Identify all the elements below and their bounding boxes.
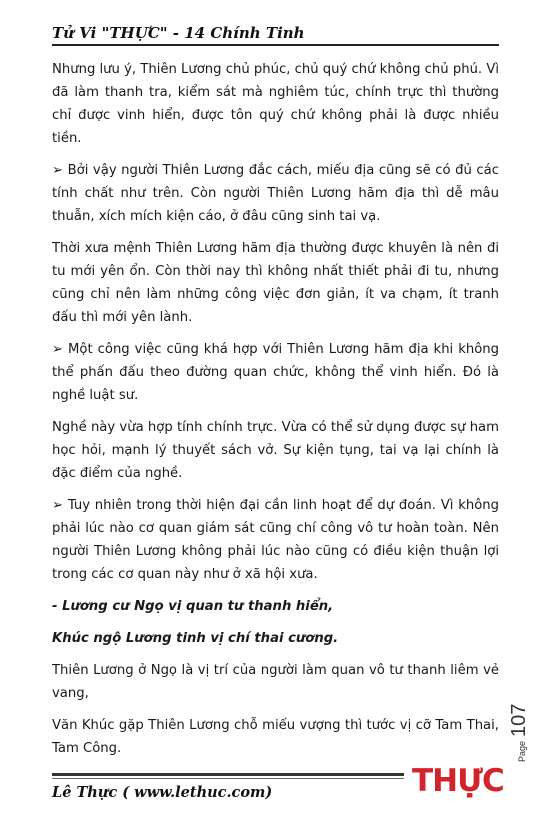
page-number xyxy=(508,692,538,762)
paragraph-5: Nghề này vừa hợp tính chính trực. Vừa có thể sử dụng được sự ham học hỏi, mạnh lý thuyết sách vở. Sự kiện tụng, tai vạ lại chính là đặc điểm của nghề. xyxy=(52,420,499,481)
paragraph-9: Thiên Lương ở Ngọ là vị trí của người làm quan vô tư thanh liêm vẻ vang, xyxy=(52,663,499,701)
logo-text-part1: TH xyxy=(412,763,458,799)
verse-line-1: - Lương cư Ngọ vị quan tư thanh hiển, xyxy=(52,599,334,614)
page-number-value: 107 xyxy=(508,703,530,737)
page-content xyxy=(52,58,499,769)
brand-logo xyxy=(412,764,504,798)
paragraph-3: Thời xưa mệnh Thiên Lương hãm địa thường được khuyên là nên đi tu mới yên ổn. Còn thời nay thì không nhất thiết phải đi tu, nhưng cũng chỉ nên làm những công việc đơn giản, ít va chạm, ít tranh đấu thì mới yên lành. xyxy=(52,241,499,325)
header-divider xyxy=(52,44,499,46)
running-header: Tử Vi "THỰC" - 14 Chính Tinh xyxy=(52,24,305,42)
paragraph-4: ➢ Một công việc cũng khá hợp với Thiên Lương hãm địa khi không thể phấn đấu theo đường quan chức, không thể vinh hiển. Đó là nghề luật sư. xyxy=(52,342,499,403)
footer-divider-thin xyxy=(52,778,404,779)
page-label: Page xyxy=(517,740,527,762)
footer-divider xyxy=(52,773,404,776)
verse-line-2: Khúc ngộ Lương tinh vị chí thai cương. xyxy=(52,631,339,646)
paragraph-1: Nhưng lưu ý, Thiên Lương chủ phúc, chủ quý chứ không chủ phú. Vì đã làm thanh tra, kiểm sát mà nghiêm túc, chính trực thì thường chỉ được vinh hiển, được tôn quý chứ không phải là được nhiều tiền. xyxy=(52,62,499,146)
paragraph-2: ➢ Bởi vậy người Thiên Lương đắc cách, miếu địa cũng sẽ có đủ các tính chất như trên. Còn người Thiên Lương hãm địa thì dễ mâu thuẫn, xích mích kiện cáo, ở đâu cũng sinh tai vạ. xyxy=(52,163,499,224)
paragraph-10: Văn Khúc gặp Thiên Lương chỗ miếu vượng thì tước vị cỡ Tam Thai, Tam Công. xyxy=(52,718,499,756)
paragraph-6: ➢ Tuy nhiên trong thời hiện đại cần linh hoạt để dự đoán. Vì không phải lúc nào cơ quan giám sát cũng chí công vô tư hoàn toàn. Nên người Thiên Lương không phải lúc nào cũng có điều kiện thuận lợi trong các cơ quan này như ở xã hội xưa. xyxy=(52,498,499,582)
footer-author: Lê Thực ( www.lethuc.com) xyxy=(52,784,273,801)
logo-text-part2: ỰC xyxy=(457,763,504,799)
